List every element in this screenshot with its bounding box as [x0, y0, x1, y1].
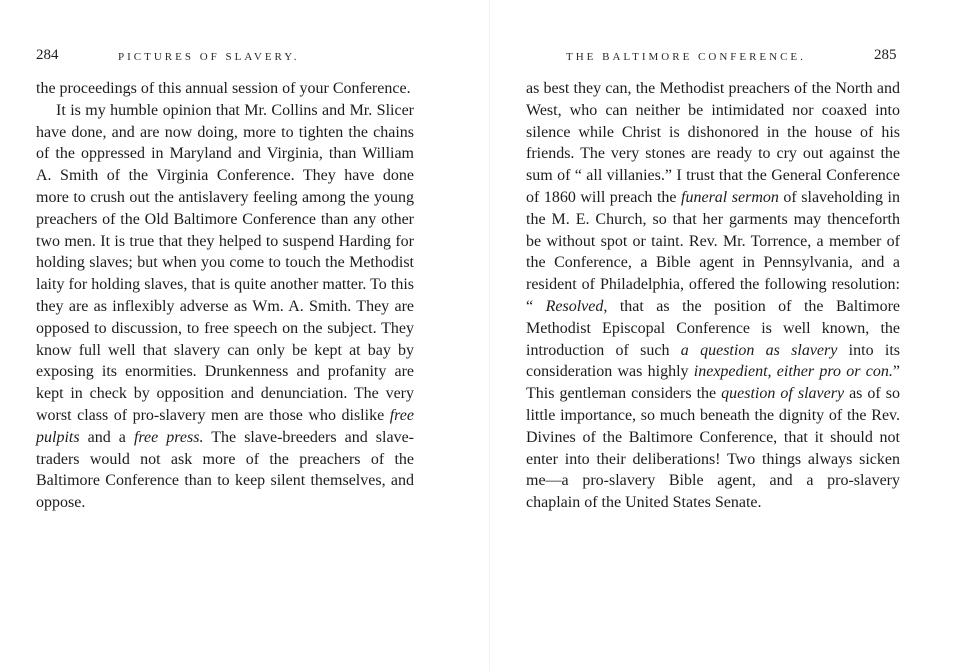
- text-run: It is my humble opinion that Mr. Collins and Mr. Slicer have done, and are now doing, more to tighten the chains of the oppressed in Maryland and Virginia, than William A. Smith of the Virginia Conference. They have done more to crush out the antislavery feeling among the young preachers of the Old Baltimore Conference than any other two men. It is true that they helped to suspend Harding for holding slaves; but when you come to touch the Methodist laity for holding slaves, that is quite another matter. To this they are as inflexibly adverse as Wm. A. Smith. They are opposed to discussion, to free speech on the subject. They know full well that slavery can only be kept at bay by exposing its enormities. Drunkenness and profanity are kept in check by opposition and denunciation. The very worst class of pro-slavery men are those who dislike: [36, 101, 414, 424]
- running-head-right: THE BALTIMORE CONFERENCE.: [566, 51, 806, 63]
- text-run: as of so little importance, so much beneath the dignity of the Rev. Divines of the Baltimore Conference, that it should not enter into their deliberations! Two things always sicken me—a pro-slavery Bible agent, and a pro-slavery chaplain of the United States Senate.: [526, 385, 900, 512]
- paragraph: [36, 78, 414, 100]
- italic-text: free pulpits: [36, 406, 414, 446]
- italic-text: inexpedient, either pro or con.: [693, 363, 893, 381]
- body-text-left: [36, 78, 414, 514]
- body-text-right: [526, 78, 900, 514]
- text-run: The slave-breeders and slave-traders would not ask more of the preachers of the Baltimore Conference than to keep silent themselves, and oppose.: [36, 428, 415, 512]
- text-run: of slaveholding in the M. E. Church, so that her garments may thenceforth be without spot or taint. Rev. Mr. Torrence, a member of the Conference, a Bible agent in Pennsylvania, and a resident of Philadelphia, offered the following resolution: “: [526, 188, 901, 315]
- italic-text: Resolved,: [545, 297, 608, 315]
- page-number-left: 284: [36, 47, 59, 63]
- italic-text: free press.: [133, 428, 204, 446]
- right-page: [490, 0, 980, 671]
- text-run: that as the position of the Baltimore Methodist Episcopal Conference is well known, the introduction of such: [526, 297, 900, 359]
- text-run: into its consideration was highly: [526, 341, 900, 381]
- text-run: the proceedings of this annual session of your Conference.: [36, 80, 411, 97]
- page-number-right: 285: [874, 47, 897, 63]
- paragraph: [526, 78, 900, 514]
- italic-text: question of slavery: [721, 385, 845, 403]
- text-run: ” This gentleman considers the: [526, 363, 900, 403]
- text-run: and a: [79, 428, 134, 446]
- running-head-left: PICTURES OF SLAVERY.: [118, 51, 300, 63]
- italic-text: funeral sermon: [681, 188, 779, 206]
- text-run: as best they can, the Methodist preachers of the North and West, who can neither be intimidated nor coaxed into silence while Christ is dishonored in the house of his friends. The very stones are ready to cry out against the sum of “ all villanies.” I trust that the General Conference of 1860 will preach the: [526, 80, 900, 206]
- paragraph: [36, 100, 414, 514]
- italic-text: a question as slavery: [680, 341, 838, 359]
